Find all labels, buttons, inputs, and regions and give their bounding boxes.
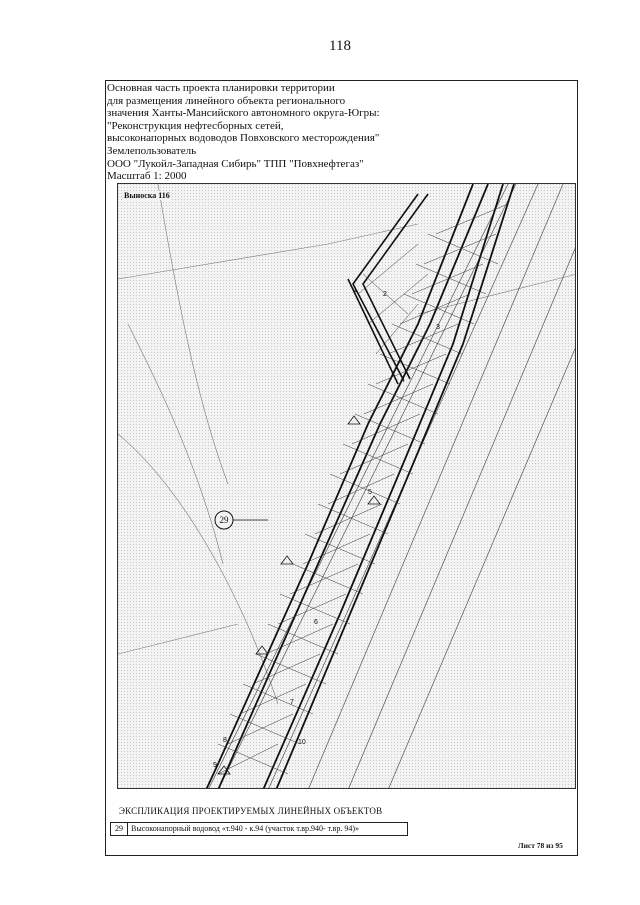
header-line: "Реконструкция нефтесборных сетей, <box>107 119 284 132</box>
explication-row-text: Высоконапорный водовод «т.940 - к.94 (участок т.вр.940- т.вр. 94)» <box>131 824 359 833</box>
territory-plan-map <box>118 184 576 789</box>
header-line: высоконапорных водоводов Повховского месторождения" <box>107 132 380 145</box>
map-title: Выноска 116 <box>124 191 170 200</box>
point-label: 2 <box>383 291 387 298</box>
map-frame <box>117 183 576 789</box>
header-line: значения Ханты-Мансийского автономного округа-Югры: <box>107 107 380 120</box>
point-label: 4 <box>401 377 405 384</box>
header-block <box>107 82 437 183</box>
header-line: ООО "Лукойл-Западная Сибирь" ТПП "Повхнефтегаз" <box>107 157 364 170</box>
header-line: Масштаб 1: 2000 <box>107 170 187 183</box>
point-label: 1 <box>353 287 357 294</box>
point-label: 5 <box>368 489 372 496</box>
explication-title: ЭКСПЛИКАЦИЯ ПРОЕКТИРУЕМЫХ ЛИНЕЙНЫХ ОБЪЕКТОВ <box>119 806 383 816</box>
sheet-number: Лист 78 из 95 <box>518 841 563 850</box>
point-label: 10 <box>298 739 306 746</box>
point-label: 7 <box>290 699 294 706</box>
header-line: для размещения линейного объекта регионального <box>107 94 346 107</box>
object-number: 29 <box>219 515 229 525</box>
explication-table <box>110 822 408 836</box>
point-label: 9 <box>213 762 217 769</box>
header-line: Основная часть проекта планировки территории <box>107 82 335 94</box>
point-label: 6 <box>314 619 318 626</box>
point-label: 3 <box>436 324 440 331</box>
point-label: 8 <box>223 737 227 744</box>
explication-row-number: 29 <box>111 823 128 835</box>
map-background <box>118 184 576 789</box>
page-number: 118 <box>329 38 351 54</box>
header-line: Землепользователь <box>107 144 197 157</box>
